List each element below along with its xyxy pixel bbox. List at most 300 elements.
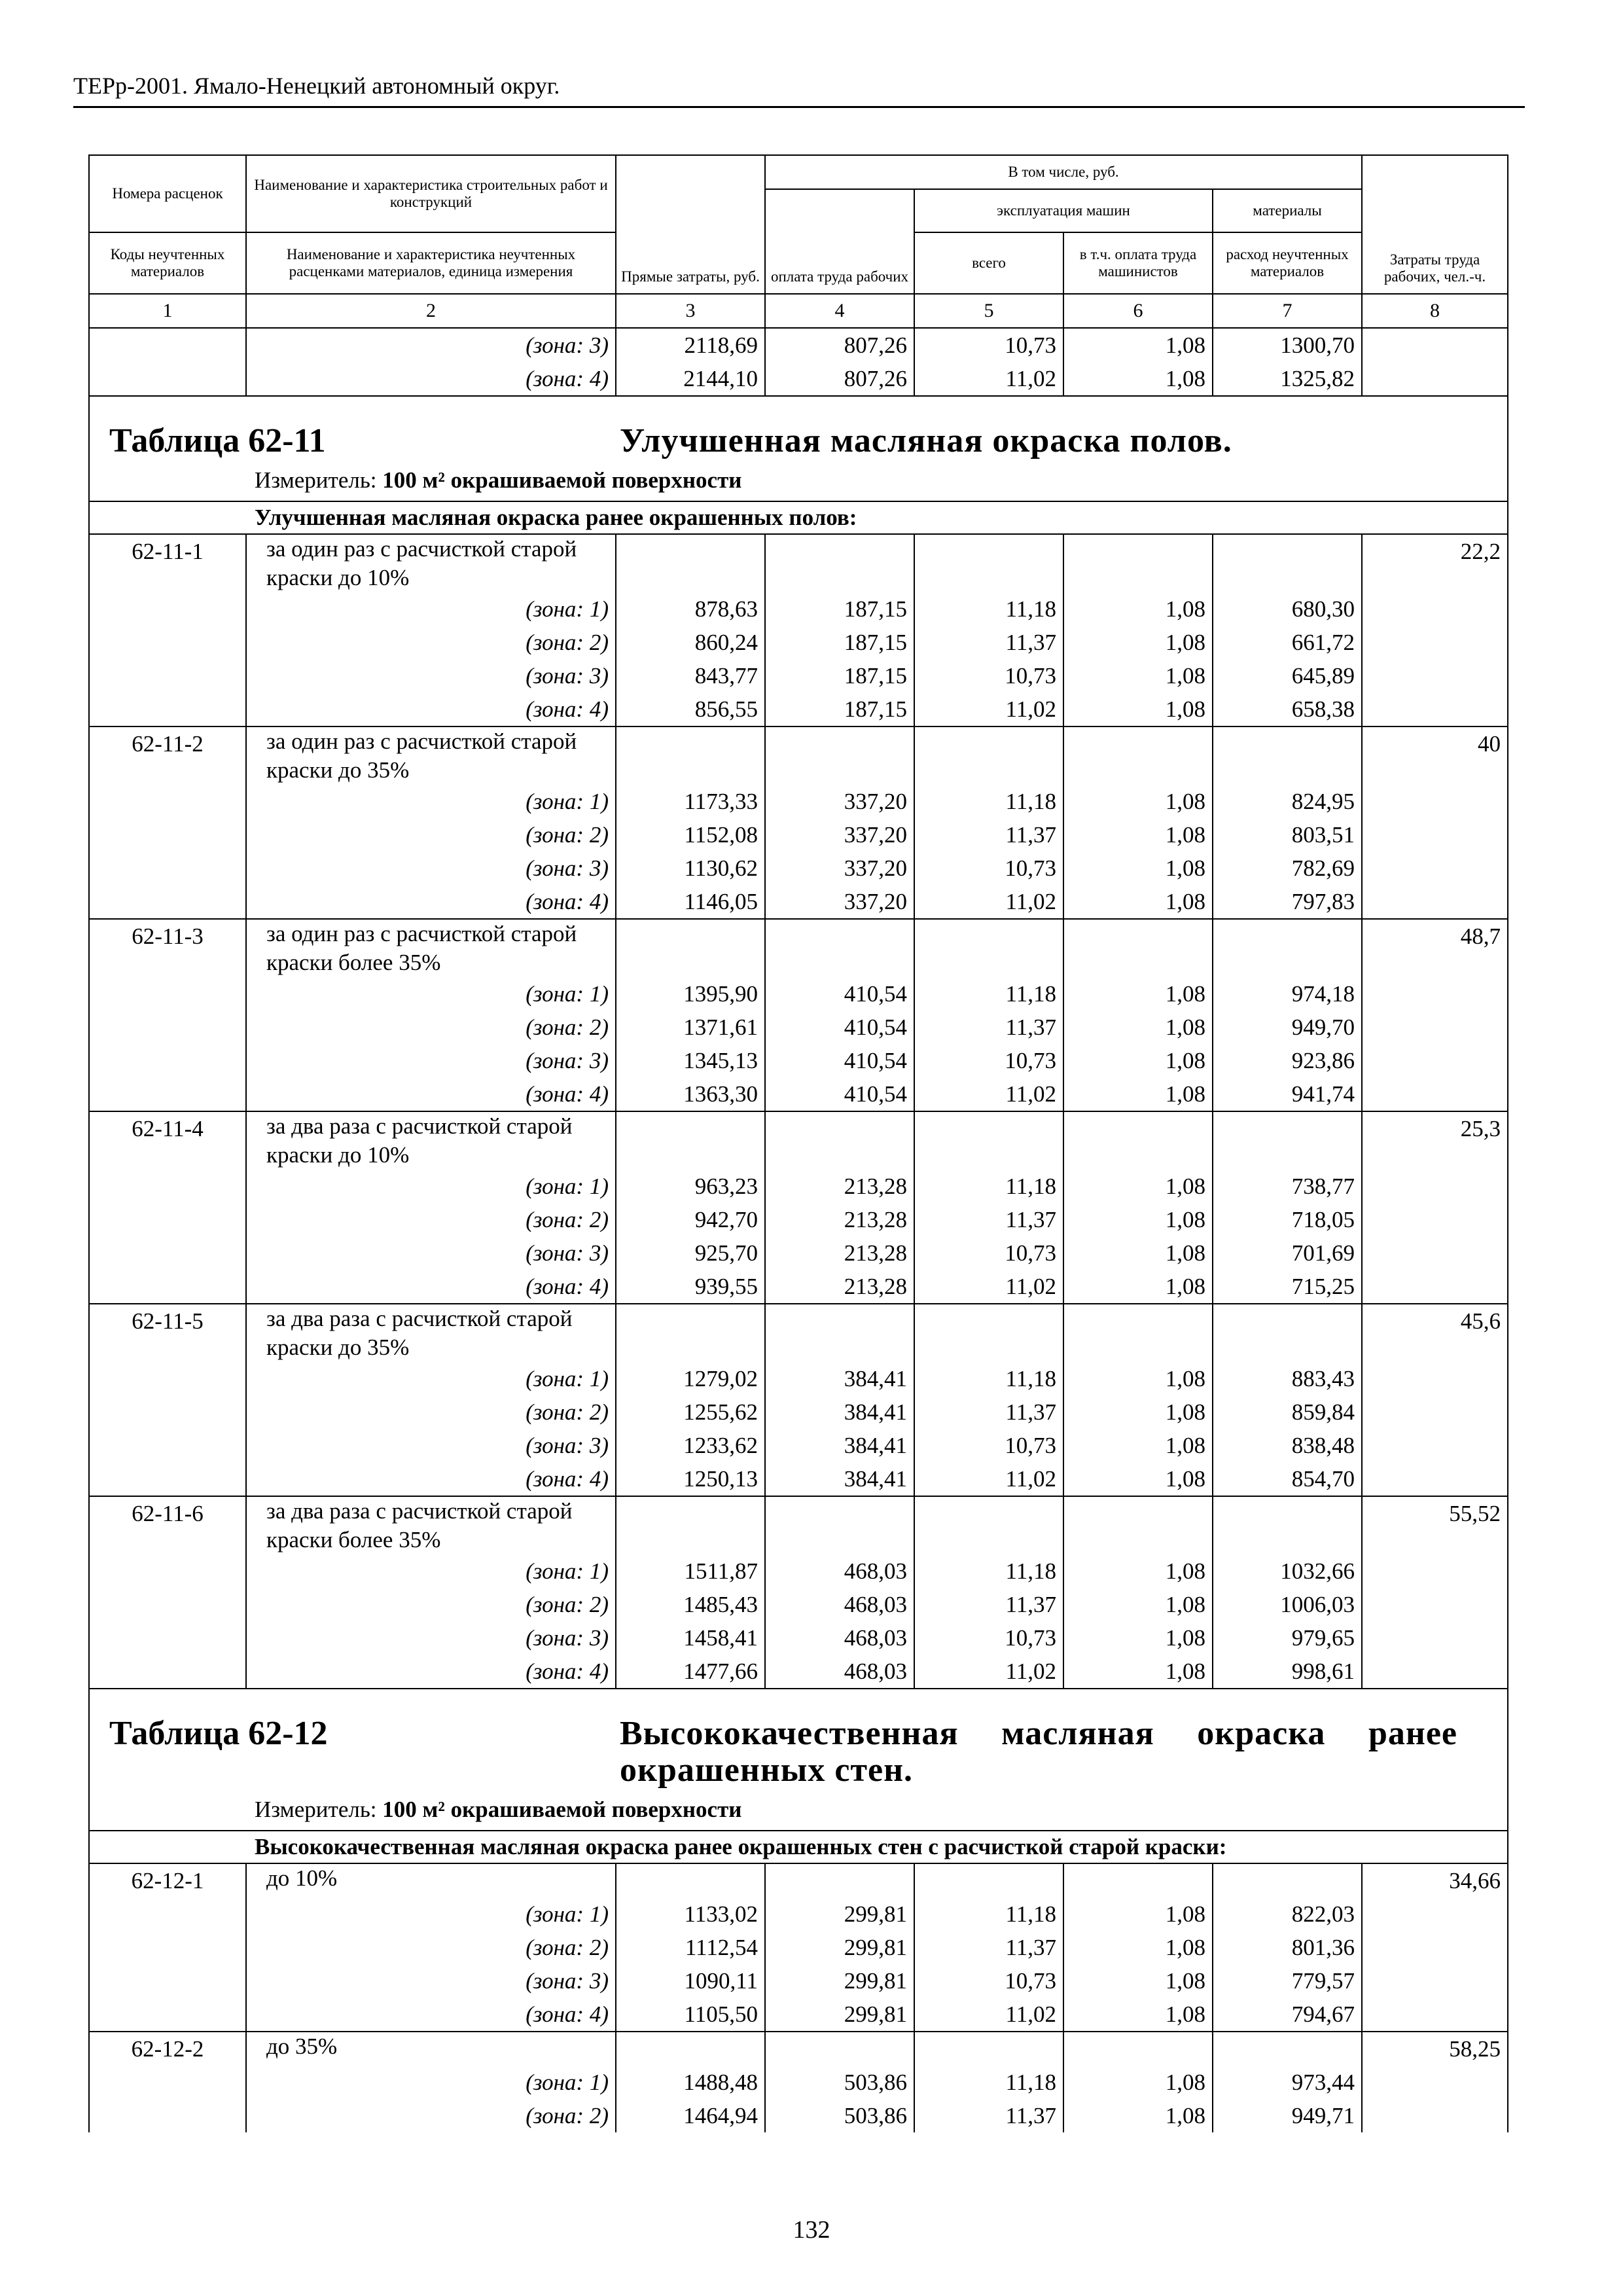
code-cell [89,692,246,726]
zone-row [89,592,1508,626]
value-cell: 949,70 [1213,1011,1362,1044]
meter-cell [89,1789,1508,1831]
zone-row [89,1170,1508,1203]
code-cell [89,328,246,362]
code-cell [89,1621,246,1655]
empty-cell [765,534,914,592]
value-cell: 1152,08 [616,818,765,852]
value-cell: 2144,10 [616,362,765,396]
value-cell: 1,08 [1063,692,1213,726]
zone-label: (зона: 1) [246,977,616,1011]
value-cell: 1,08 [1063,1964,1213,1998]
value-cell: 701,69 [1213,1236,1362,1270]
value-cell: 854,70 [1213,1462,1362,1496]
zone-row [89,785,1508,818]
empty-cell [765,2032,914,2066]
zone-row [89,1236,1508,1270]
value-cell: 384,41 [765,1395,914,1429]
value-cell: 10,73 [914,659,1063,692]
rate-item-row [89,726,1508,785]
value-cell: 883,43 [1213,1362,1362,1395]
zone-label: (зона: 3) [246,328,616,362]
value-cell: 11,37 [914,1203,1063,1236]
value-cell: 10,73 [914,1621,1063,1655]
col-materials: материалы [1213,189,1362,232]
code-cell [89,1462,246,1496]
value-cell: 942,70 [616,1203,765,1236]
value-cell: 337,20 [765,785,914,818]
col-num: 4 [765,294,914,328]
code-cell [89,592,246,626]
value-cell: 11,02 [914,1270,1063,1304]
col-direct-costs: Прямые затраты, руб. [616,155,765,294]
labor-cell [1362,659,1508,692]
code-cell [89,1897,246,1931]
zone-label: (зона: 4) [246,1998,616,2032]
zone-label: (зона: 2) [246,818,616,852]
table-heading-cell [89,396,1508,459]
value-cell: 878,63 [616,592,765,626]
meter-row [89,459,1508,501]
table-heading [89,1689,1508,1789]
value-cell: 1,08 [1063,1044,1213,1077]
zone-label: (зона: 4) [246,1270,616,1304]
zone-row [89,1931,1508,1964]
zone-row [89,1011,1508,1044]
labor-cell [1362,1588,1508,1621]
value-cell: 998,61 [1213,1655,1362,1689]
empty-cell [1213,1304,1362,1362]
empty-cell [765,1863,914,1897]
code-cell [89,1931,246,1964]
value-cell: 1,08 [1063,659,1213,692]
zone-label: (зона: 2) [246,1203,616,1236]
value-cell: 11,18 [914,2066,1063,2099]
meter-value: 100 м² окрашиваемой поверхности [382,467,742,493]
rate-item-row [89,1111,1508,1170]
code-cell [89,1170,246,1203]
labor-value: 48,7 [1362,919,1508,977]
labor-value: 55,52 [1362,1496,1508,1554]
value-cell: 979,65 [1213,1621,1362,1655]
value-cell: 973,44 [1213,2066,1362,2099]
zone-label: (зона: 4) [246,362,616,396]
labor-cell [1362,1362,1508,1395]
value-cell: 11,02 [914,1077,1063,1111]
empty-cell [1213,1496,1362,1554]
value-cell: 1,08 [1063,1897,1213,1931]
zone-label: (зона: 3) [246,1236,616,1270]
value-cell: 1395,90 [616,977,765,1011]
zone-label: (зона: 2) [246,626,616,659]
value-cell: 856,55 [616,692,765,726]
value-cell: 337,20 [765,852,914,885]
value-cell: 11,02 [914,1462,1063,1496]
empty-cell [616,1304,765,1362]
labor-cell [1362,1621,1508,1655]
value-cell: 503,86 [765,2066,914,2099]
empty-cell [914,1304,1063,1362]
meter-label: Измеритель: [255,1797,377,1822]
code-cell [89,1011,246,1044]
value-cell: 1,08 [1063,1077,1213,1111]
zone-row [89,1998,1508,2032]
value-cell: 925,70 [616,1236,765,1270]
zone-label: (зона: 3) [246,659,616,692]
rate-code: 62-12-1 [89,1863,246,1897]
value-cell: 1,08 [1063,1270,1213,1304]
zone-label: (зона: 2) [246,2099,616,2132]
value-cell: 1,08 [1063,1462,1213,1496]
value-cell: 949,71 [1213,2099,1362,2132]
meter-row [89,1789,1508,1831]
labor-cell [1362,1998,1508,2032]
rate-description-text: за два раза с расчисткой старой краски до 35% [266,1306,573,1360]
value-cell: 1488,48 [616,2066,765,2099]
empty-cell [914,1863,1063,1897]
value-cell: 337,20 [765,885,914,919]
code-cell [89,1362,246,1395]
value-cell: 658,38 [1213,692,1362,726]
value-cell: 1,08 [1063,885,1213,919]
value-cell: 1,08 [1063,852,1213,885]
meter-label: Измеритель: [255,467,377,493]
labor-cell [1362,1429,1508,1462]
zone-row [89,1588,1508,1621]
labor-cell [1362,1655,1508,1689]
labor-cell [1362,785,1508,818]
value-cell: 738,77 [1213,1170,1362,1203]
col-num: 3 [616,294,765,328]
value-cell: 10,73 [914,1236,1063,1270]
value-cell: 410,54 [765,977,914,1011]
labor-cell [1362,1236,1508,1270]
code-cell [89,2066,246,2099]
code-cell [89,1998,246,2032]
empty-cell [1063,2032,1213,2066]
zone-row [89,885,1508,919]
value-cell: 11,02 [914,692,1063,726]
code-cell [89,1429,246,1462]
value-cell: 11,37 [914,1931,1063,1964]
value-cell: 939,55 [616,1270,765,1304]
rate-item-row [89,919,1508,977]
zone-label: (зона: 1) [246,1554,616,1588]
value-cell: 11,18 [914,785,1063,818]
rate-description-text: до 35% [266,2034,338,2059]
col-code-bottom: Коды неучтенных материалов [89,232,246,294]
rate-code: 62-11-2 [89,726,246,785]
labor-cell [1362,1462,1508,1496]
value-cell: 187,15 [765,626,914,659]
rate-description [246,1863,616,1897]
value-cell: 299,81 [765,1964,914,1998]
value-cell: 11,37 [914,626,1063,659]
table-number: Таблица 62-12 [109,1715,328,1752]
empty-cell [616,1111,765,1170]
value-cell: 1511,87 [616,1554,765,1588]
value-cell: 859,84 [1213,1395,1362,1429]
value-cell: 1112,54 [616,1931,765,1964]
value-cell: 807,26 [765,328,914,362]
code-cell [89,1203,246,1236]
value-cell: 468,03 [765,1621,914,1655]
value-cell: 1173,33 [616,785,765,818]
value-cell: 1255,62 [616,1395,765,1429]
value-cell: 1,08 [1063,1170,1213,1203]
value-cell: 1,08 [1063,1429,1213,1462]
col-code-top: Номера расценок [89,155,246,232]
rate-description [246,534,616,592]
rate-description-text: за один раз с расчисткой старой краски до 35% [266,728,577,783]
value-cell: 779,57 [1213,1964,1362,1998]
value-cell: 801,36 [1213,1931,1362,1964]
empty-cell [616,919,765,977]
value-cell: 1090,11 [616,1964,765,1998]
value-cell: 11,18 [914,1897,1063,1931]
value-cell: 1,08 [1063,1203,1213,1236]
empty-cell [1063,919,1213,977]
zone-row [89,1044,1508,1077]
value-cell: 11,18 [914,592,1063,626]
rate-description-text: за два раза с расчисткой старой краски до 10% [266,1113,573,1168]
empty-cell [1213,726,1362,785]
table-heading [89,396,1508,459]
labor-cell [1362,1044,1508,1077]
value-cell: 782,69 [1213,852,1362,885]
rate-description [246,1111,616,1170]
zone-label: (зона: 3) [246,1621,616,1655]
value-cell: 11,18 [914,1362,1063,1395]
zone-label: (зона: 2) [246,1588,616,1621]
code-cell [89,1655,246,1689]
value-cell: 1464,94 [616,2099,765,2132]
section-title: Высококачественная масляная окраска ранее окрашенных стен с расчисткой старой краски: [89,1831,1508,1863]
zone-row [89,1621,1508,1655]
rate-description-text: до 10% [266,1865,338,1891]
value-cell: 941,74 [1213,1077,1362,1111]
labor-cell [1362,1203,1508,1236]
table-number: Таблица 62-11 [109,422,326,459]
value-cell: 1,08 [1063,1998,1213,2032]
value-cell: 923,86 [1213,1044,1362,1077]
value-cell: 1133,02 [616,1897,765,1931]
labor-value: 40 [1362,726,1508,785]
value-cell: 187,15 [765,659,914,692]
value-cell: 11,02 [914,885,1063,919]
section-row [89,1831,1508,1863]
labor-cell [1362,626,1508,659]
labor-cell [1362,885,1508,919]
value-cell: 1,08 [1063,592,1213,626]
col-unaccounted-materials: расход неучтенных материалов [1213,232,1362,294]
col-num: 6 [1063,294,1213,328]
col-num: 2 [246,294,616,328]
zone-row [89,2066,1508,2099]
zone-row [89,1964,1508,1998]
empty-cell [1063,1304,1213,1362]
section-row [89,501,1508,534]
value-cell: 1,08 [1063,2066,1213,2099]
zone-label: (зона: 3) [246,1429,616,1462]
meter-value: 100 м² окрашиваемой поверхности [382,1797,742,1822]
value-cell: 10,73 [914,328,1063,362]
zone-row [89,328,1508,362]
rate-item-row [89,2032,1508,2066]
labor-cell [1362,1395,1508,1429]
value-cell: 11,18 [914,1554,1063,1588]
col-num: 1 [89,294,246,328]
value-cell: 807,26 [765,362,914,396]
code-cell [89,1236,246,1270]
labor-value: 34,66 [1362,1863,1508,1897]
rate-code: 62-12-2 [89,2032,246,2066]
value-cell: 337,20 [765,818,914,852]
rate-description-text: за два раза с расчисткой старой краски более 35% [266,1498,573,1552]
value-cell: 803,51 [1213,818,1362,852]
empty-cell [616,534,765,592]
code-cell [89,362,246,396]
value-cell: 824,95 [1213,785,1362,818]
zone-label: (зона: 4) [246,885,616,919]
labor-cell [1362,692,1508,726]
zone-label: (зона: 2) [246,1931,616,1964]
rate-description [246,1304,616,1362]
table-header [89,155,1508,328]
value-cell: 410,54 [765,1044,914,1077]
value-cell: 1130,62 [616,852,765,885]
zone-row [89,659,1508,692]
labor-cell [1362,1077,1508,1111]
zone-row [89,1362,1508,1395]
value-cell: 11,18 [914,977,1063,1011]
empty-cell [914,534,1063,592]
value-cell: 468,03 [765,1554,914,1588]
value-cell: 10,73 [914,1429,1063,1462]
labor-cell [1362,2099,1508,2132]
value-cell: 213,28 [765,1203,914,1236]
zone-label: (зона: 4) [246,692,616,726]
meter-cell [89,459,1508,501]
code-cell [89,1588,246,1621]
value-cell: 11,02 [914,362,1063,396]
page-header: ТЕРр-2001. Ямало-Ненецкий автономный округ. [73,72,1525,108]
labor-cell [1362,328,1508,362]
zone-label: (зона: 2) [246,1011,616,1044]
empty-cell [765,1111,914,1170]
zone-label: (зона: 1) [246,1362,616,1395]
value-cell: 384,41 [765,1362,914,1395]
col-wages: оплата труда рабочих [765,189,914,294]
value-cell: 2118,69 [616,328,765,362]
value-cell: 468,03 [765,1655,914,1689]
empty-cell [1063,534,1213,592]
empty-cell [1213,534,1362,592]
col-num: 8 [1362,294,1508,328]
value-cell: 1,08 [1063,818,1213,852]
value-cell: 1,08 [1063,1554,1213,1588]
rate-description [246,919,616,977]
value-cell: 1,08 [1063,1236,1213,1270]
empty-cell [765,919,914,977]
empty-cell [616,1496,765,1554]
col-labor: Затраты труда рабочих, чел.-ч. [1362,155,1508,294]
labor-value: 45,6 [1362,1304,1508,1362]
zone-row [89,852,1508,885]
zone-row [89,1554,1508,1588]
empty-cell [1063,1496,1213,1554]
value-cell: 187,15 [765,592,914,626]
value-cell: 11,18 [914,1170,1063,1203]
value-cell: 299,81 [765,1998,914,2032]
value-cell: 1,08 [1063,1362,1213,1395]
zone-label: (зона: 4) [246,1462,616,1496]
rate-code: 62-11-3 [89,919,246,977]
zone-label: (зона: 4) [246,1077,616,1111]
empty-cell [1063,1863,1213,1897]
labor-cell [1362,1170,1508,1203]
labor-cell [1362,818,1508,852]
value-cell: 11,37 [914,1588,1063,1621]
labor-cell [1362,1554,1508,1588]
value-cell: 1,08 [1063,2099,1213,2132]
value-cell: 213,28 [765,1270,914,1304]
value-cell: 1,08 [1063,626,1213,659]
zone-row [89,626,1508,659]
value-cell: 680,30 [1213,592,1362,626]
value-cell: 1,08 [1063,328,1213,362]
value-cell: 410,54 [765,1077,914,1111]
value-cell: 468,03 [765,1588,914,1621]
zone-row [89,362,1508,396]
code-cell [89,1964,246,1998]
col-name-bottom: Наименование и характеристика неучтенных расценками материалов, единица измерения [246,232,616,294]
rate-item-row [89,534,1508,592]
value-cell: 1371,61 [616,1011,765,1044]
value-cell: 1233,62 [616,1429,765,1462]
zone-label: (зона: 2) [246,1395,616,1429]
value-cell: 794,67 [1213,1998,1362,2032]
zone-label: (зона: 1) [246,1170,616,1203]
labor-cell [1362,977,1508,1011]
value-cell: 1458,41 [616,1621,765,1655]
empty-cell [765,1304,914,1362]
value-cell: 1477,66 [616,1655,765,1689]
value-cell: 1,08 [1063,1655,1213,1689]
labor-cell [1362,592,1508,626]
empty-cell [616,726,765,785]
value-cell: 1,08 [1063,362,1213,396]
empty-cell [914,1496,1063,1554]
table-title: Улучшенная масляная окраска полов. [620,422,1232,459]
col-num: 7 [1213,294,1362,328]
value-cell: 1105,50 [616,1998,765,2032]
zone-row [89,1897,1508,1931]
value-cell: 299,81 [765,1897,914,1931]
value-cell: 1,08 [1063,1621,1213,1655]
zone-row [89,1270,1508,1304]
value-cell: 213,28 [765,1236,914,1270]
code-cell [89,1395,246,1429]
empty-cell [765,726,914,785]
code-cell [89,1077,246,1111]
value-cell: 718,05 [1213,1203,1362,1236]
code-cell [89,818,246,852]
zone-row [89,1655,1508,1689]
zone-label: (зона: 1) [246,2066,616,2099]
value-cell: 11,02 [914,1998,1063,2032]
rate-description-text: за один раз с расчисткой старой краски до 10% [266,536,577,590]
